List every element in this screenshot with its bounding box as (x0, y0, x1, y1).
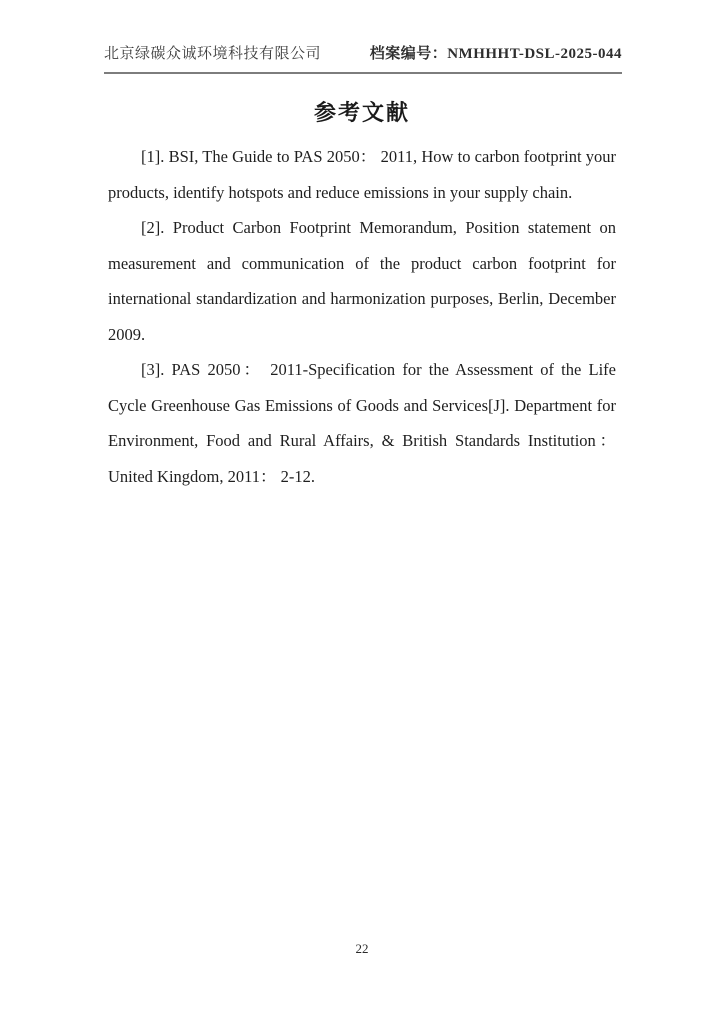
page-header (104, 42, 622, 74)
references-section (108, 139, 616, 494)
reference-item-3: [3]. PAS 2050： 2011-Specification for the Assessment of the Life Cycle Greenhouse Gas Emissions of Goods and Services[J]. Department for Environment, Food and Rural Affairs, & British Standards Institution： United Kingdom, 2011： 2-12. (108, 360, 616, 486)
header-doc-number: 档案编号：NMHHHT-DSL-2025-044 (369, 46, 622, 62)
page-title: 参考文献 (313, 100, 410, 125)
header-company-name: 北京绿碳众诚环境科技有限公司 (104, 46, 322, 62)
reference-item-2: [2]. Product Carbon Footprint Memorandum, Position statement on measurement and communication of the product carbon footprint for international standardization and harmonization purposes, Berlin, December 2009. (108, 218, 616, 344)
reference-item-1: [1]. BSI, The Guide to PAS 2050： 2011, How to carbon footprint your products, identify hotspots and reduce emissions in your supply chain. (108, 147, 616, 202)
page-footer (0, 941, 724, 957)
page-number: 22 (355, 941, 369, 956)
